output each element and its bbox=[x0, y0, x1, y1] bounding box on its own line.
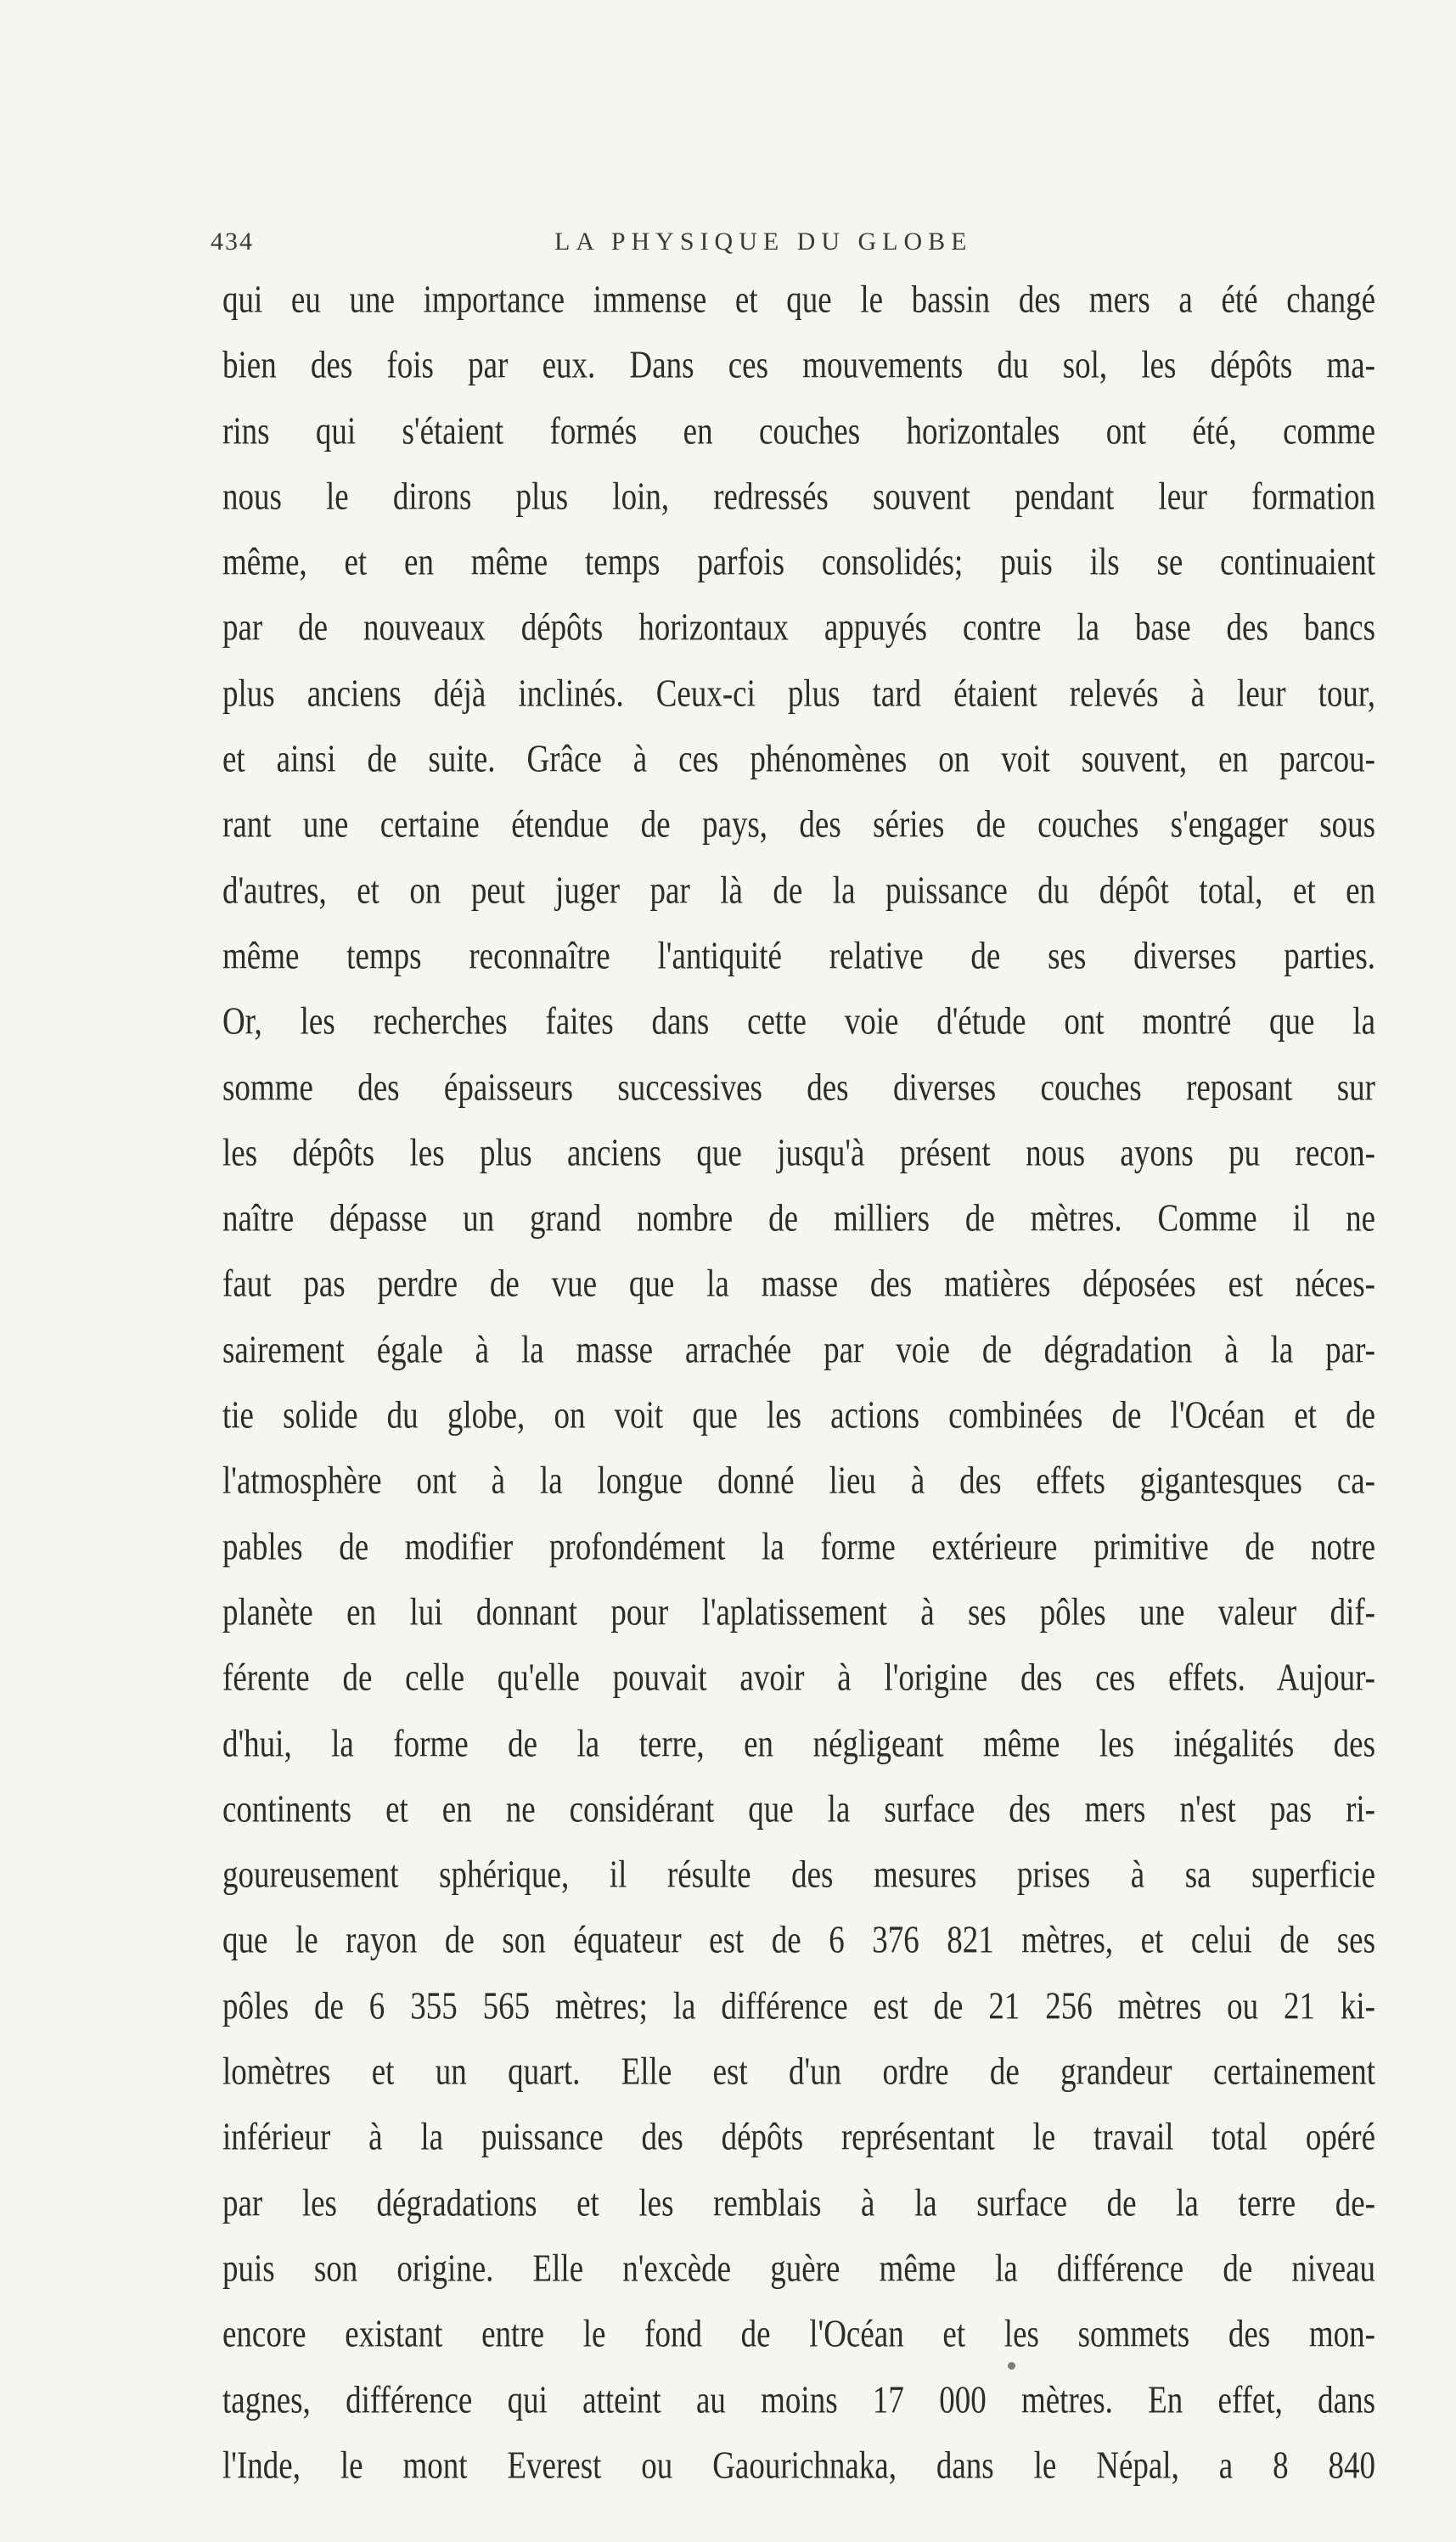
text-line: et ainsi de suite. Grâce à ces phénomènes on voit souvent, en parcou- bbox=[222, 738, 1375, 781]
page-number: 434 bbox=[211, 228, 254, 256]
text-line: par de nouveaux dépôts horizontaux appuyés contre la base des bancs bbox=[222, 606, 1375, 650]
ink-speck bbox=[1008, 2362, 1015, 2370]
text-line: Or, les recherches faites dans cette voie d'étude ont montré que la bbox=[222, 1000, 1375, 1043]
text-line: naître dépasse un grand nombre de milliers de mètres. Comme il ne bbox=[222, 1197, 1375, 1240]
text-line: encore existant entre le fond de l'Océan et les sommets des mon- bbox=[222, 2313, 1375, 2356]
text-line: nous le dirons plus loin, redressés souvent pendant leur formation bbox=[222, 475, 1375, 519]
text-line: pôles de 6 355 565 mètres; la différence est de 21 256 mètres ou 21 ki- bbox=[222, 1985, 1375, 2028]
text-line: planète en lui donnant pour l'aplatissement à ses pôles une valeur dif- bbox=[222, 1591, 1375, 1634]
text-line: même temps reconnaître l'antiquité relative de ses diverses parties. bbox=[222, 935, 1375, 978]
running-title: LA PHYSIQUE DU GLOBE bbox=[554, 228, 973, 256]
text-line: sairement égale à la masse arrachée par voie de dégradation à la par- bbox=[222, 1329, 1375, 1372]
text-line: par les dégradations et les remblais à la surface de la terre de- bbox=[222, 2182, 1375, 2225]
page-header bbox=[211, 228, 1060, 262]
text-line: somme des épaisseurs successives des diverses couches reposant sur bbox=[222, 1066, 1375, 1110]
text-line: férente de celle qu'elle pouvait avoir à l'origine des ces effets. Aujour- bbox=[222, 1656, 1375, 1700]
text-line: goureusement sphérique, il résulte des mesures prises à sa superficie bbox=[222, 1853, 1375, 1897]
text-line: rins qui s'étaient formés en couches horizontales ont été, comme bbox=[222, 410, 1375, 453]
text-line: rant une certaine étendue de pays, des séries de couches s'engager sous bbox=[222, 803, 1375, 846]
text-line: continents et en ne considérant que la surface des mers n'est pas ri- bbox=[222, 1788, 1375, 1831]
text-line: puis son origine. Elle n'excède guère même la différence de niveau bbox=[222, 2247, 1375, 2291]
text-line: tie solide du globe, on voit que les actions combinées de l'Océan et de bbox=[222, 1394, 1375, 1437]
text-line: l'atmosphère ont à la longue donné lieu à des effets gigantesques ca- bbox=[222, 1459, 1375, 1503]
text-line: tagnes, différence qui atteint au moins 17 000 mètres. En effet, dans bbox=[222, 2378, 1375, 2421]
text-line: bien des fois par eux. Dans ces mouvements du sol, les dépôts ma- bbox=[222, 344, 1375, 387]
text-line: plus anciens déjà inclinés. Ceux-ci plus tard étaient relevés à leur tour, bbox=[222, 672, 1375, 716]
body-text bbox=[222, 267, 1375, 2499]
text-line: faut pas perdre de vue que la masse des matières déposées est néces- bbox=[222, 1263, 1375, 1306]
text-line: même, et en même temps parfois consolidés; puis ils se continuaient bbox=[222, 541, 1375, 584]
text-line: d'autres, et on peut juger par là de la puissance du dépôt total, et en bbox=[222, 869, 1375, 913]
text-line: l'Inde, le mont Everest ou Gaourichnaka, dans le Népal, a 8 840 bbox=[222, 2444, 1375, 2488]
text-line: les dépôts les plus anciens que jusqu'à présent nous ayons pu recon- bbox=[222, 1132, 1375, 1175]
text-line: lomètres et un quart. Elle est d'un ordre de grandeur certainement bbox=[222, 2050, 1375, 2094]
text-line: qui eu une importance immense et que le bassin des mers a été changé bbox=[222, 278, 1375, 322]
text-line: que le rayon de son équateur est de 6 376 821 mètres, et celui de ses bbox=[222, 1919, 1375, 1962]
text-line: d'hui, la forme de la terre, en négligeant même les inégalités des bbox=[222, 1722, 1375, 1766]
text-line: inférieur à la puissance des dépôts représentant le travail total opéré bbox=[222, 2116, 1375, 2159]
text-line: pables de modifier profondément la forme extérieure primitive de notre bbox=[222, 1526, 1375, 1569]
